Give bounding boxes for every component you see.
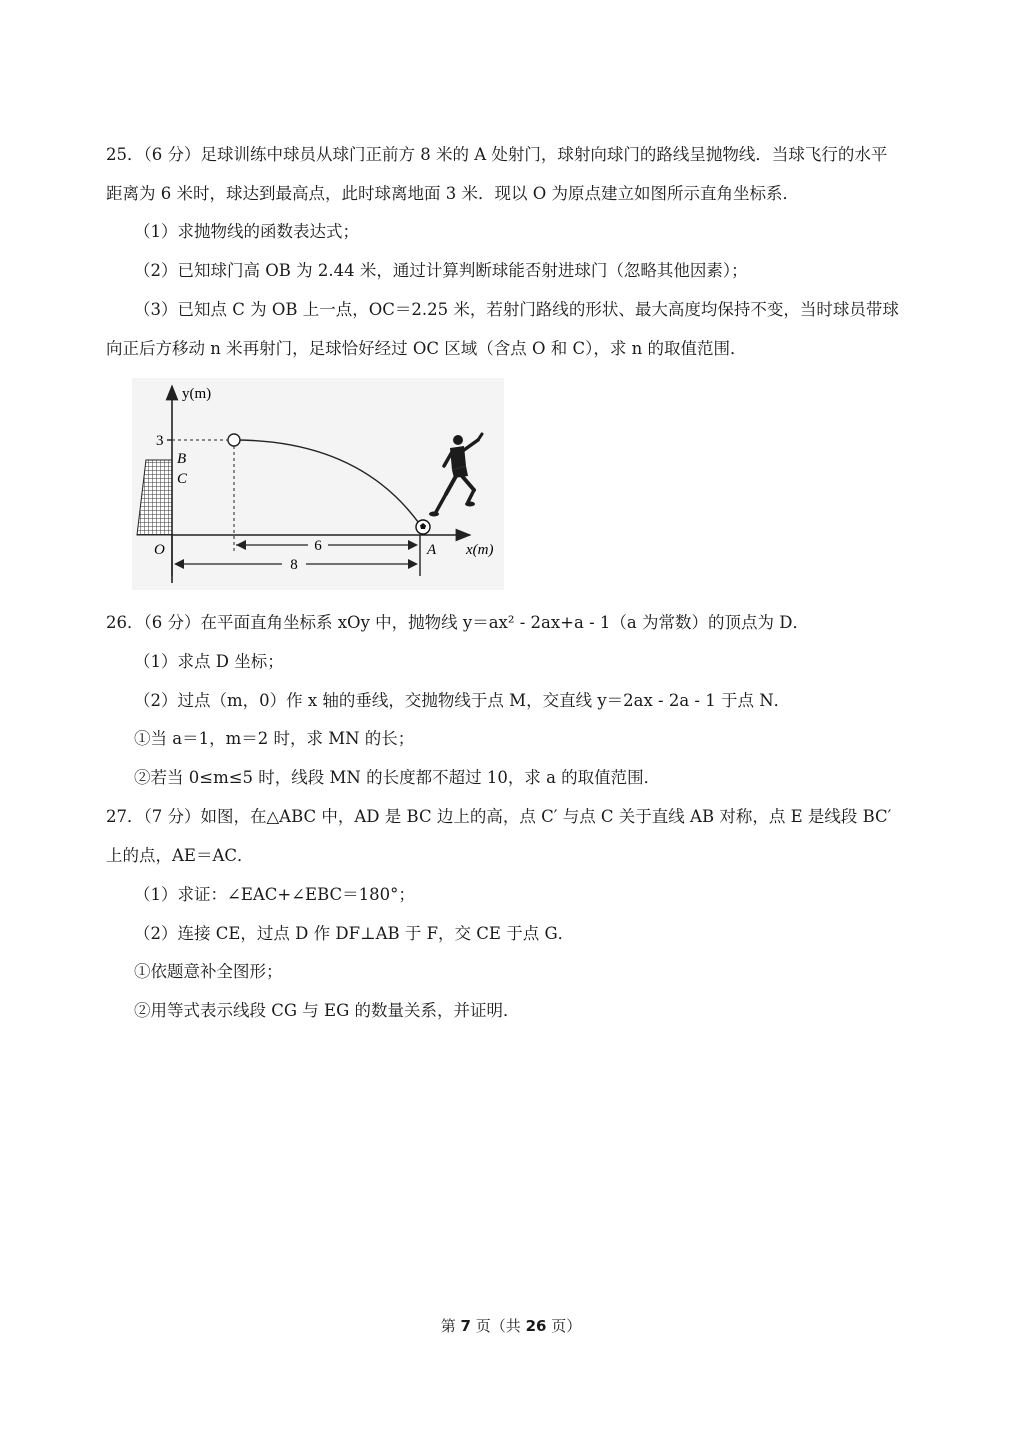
q26-sub-1: ①当 a＝1，m＝2 时，求 MN 的长； [134, 729, 415, 748]
ball-apex-icon [228, 434, 240, 446]
page-footer [0, 1316, 1022, 1336]
footer-page-number: 7 [460, 1317, 471, 1335]
footer-middle: 页（共 [475, 1317, 521, 1335]
q25-figure [132, 378, 504, 590]
q25-line-2: 距离为 6 米时，球达到最高点，此时球离地面 3 米．现以 O 为原点建立如图所示直角坐标系． [106, 184, 799, 203]
q25-part-1: （1）求抛物线的函数表达式； [134, 222, 359, 241]
q27-sub-1: ①依题意补全图形； [134, 962, 283, 981]
x-axis-label: x(m) [466, 542, 494, 558]
point-c-label: C [177, 471, 188, 487]
origin-label: O [154, 542, 165, 558]
footer-suffix: 页） [551, 1317, 582, 1335]
q27-part-1: （1）求证：∠EAC+∠EBC＝180°； [134, 885, 415, 904]
q27-part-2: （2）连接 CE，过点 D 作 DF⊥AB 于 F，交 CE 于点 G． [134, 924, 575, 943]
footer-total-pages: 26 [525, 1317, 547, 1335]
q27-line-2: 上的点，AE＝AC． [106, 846, 254, 865]
q27-line-1: 27．（7 分）如图，在△ABC 中，AD 是 BC 边上的高，点 C′ 与点 C 关于直线 AB 对称，点 E 是线段 BC′ [106, 807, 892, 826]
q25-line-1: 25．（6 分）足球训练中球员从球门正前方 8 米的 A 处射门，球射向球门的路线呈抛物线．当球飞行的水平 [106, 145, 888, 164]
q25-part-2: （2）已知球门高 OB 为 2.44 米，通过计算判断球能否射进球门（忽略其他因素）； [134, 261, 748, 280]
q25-part-3: （3）已知点 C 为 OB 上一点，OC＝2.25 米，若射门路线的形状、最大高度均保持不变，当时球员带球 [134, 300, 899, 319]
q26-line-1: 26．（6 分）在平面直角坐标系 xOy 中，抛物线 y＝ax² - 2ax+a - 1（a 为常数）的顶点为 D． [106, 613, 809, 632]
q26-part-2: （2）过点（m，0）作 x 轴的垂线，交抛物线于点 M，交直线 y＝2ax - 2a - 1 于点 N． [134, 691, 791, 710]
footer-prefix: 第 [440, 1317, 456, 1335]
point-b-label: B [177, 451, 187, 467]
q25-figure-svg [132, 378, 504, 590]
soccer-ball-icon [416, 520, 430, 534]
q25-line-6: 向正后方移动 n 米再射门，足球恰好经过 OC 区域（含点 O 和 C），求 n 的取值范围． [106, 339, 747, 358]
dim-6-label: 6 [314, 538, 322, 554]
y-tick-3-label: 3 [156, 433, 164, 449]
q26-part-1: （1）求点 D 坐标； [134, 652, 284, 671]
dim-8-label: 8 [290, 557, 298, 573]
y-axis-label: y(m) [182, 386, 212, 402]
q26-sub-2: ②若当 0≤m≤5 时，线段 MN 的长度都不超过 10，求 a 的取值范围． [134, 768, 661, 787]
q27-sub-2: ②用等式表示线段 CG 与 EG 的数量关系，并证明． [134, 1001, 520, 1020]
point-a-label: A [427, 542, 437, 558]
figure-background [132, 378, 504, 590]
